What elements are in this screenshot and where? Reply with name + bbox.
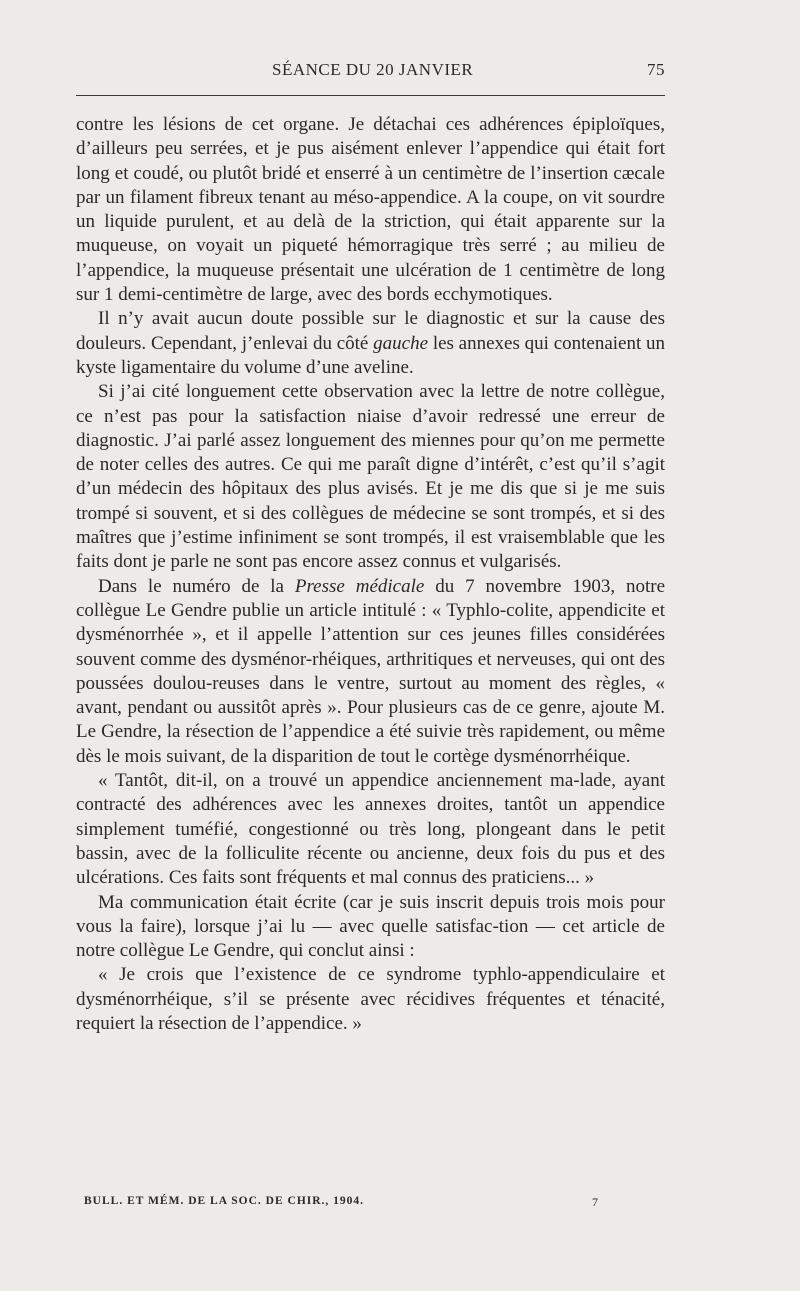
paragraph-2-emphasis: gauche <box>373 332 429 354</box>
paragraph-6: Ma communication était écrite (car je suis inscrit depuis trois mois pour vous la faire), lorsque j’ai lu — avec quelle satisfac-tion — cet article de notre collègue Le Gendre, qui conclut ainsi : <box>76 891 665 962</box>
paragraph-4 <box>76 575 665 769</box>
footer-citation: BULL. ET MÉM. DE LA SOC. DE CHIR., 1904. <box>84 1195 365 1207</box>
paragraph-3: Si j’ai cité longuement cette observation avec la lettre de notre collègue, ce n’est pas pour la satisfaction niaise d’avoir redressé une erreur de diagnostic. J’ai parlé assez longuement des miennes pour qu’on me permette de noter celles des autres. Ce qui me paraît digne d’intérêt, c’est qu’il s’agit d’un médecin des hôpitaux des plus avisés. Et je me dis que si je me suis trompé si souvent, et si des collègues de médecine se sont trompés, et si des maîtres que j’estime infiniment se sont trompés, il est vraisemblable que les faits dont je parle ne sont pas encore assez connus et vulgarisés. <box>76 381 665 573</box>
paragraph-4-part-a: Dans le numéro de la <box>98 575 284 597</box>
page-number: 75 <box>647 60 665 79</box>
running-head: SÉANCE DU 20 JANVIER <box>272 60 474 79</box>
header-rule <box>76 95 665 96</box>
signature-mark: 7 <box>592 1195 598 1209</box>
paragraph-1: contre les lésions de cet organe. Je détachai ces adhérences épiploïques, d’ailleurs peu serrées, et je pus aisément enlever l’appendice qui était fort long et coudé, ou plutôt bridé et enserré à un centimètre de l’insertion cæcale par un filament fibreux tenant au méso-appendice. A la coupe, on vit sourdre un liquide purulent, et au delà de la striction, qui était apparente sur la muqueuse, on voyait un piqueté hémorragique très serré ; au milieu de l’appendice, la muqueuse présentait une ulcération de 1 centimètre de long sur 1 demi-centimètre de large, avec des bords ecchymotiques. <box>76 114 665 306</box>
paragraph-7: « Je crois que l’existence de ce syndrome typhlo-appendiculaire et dysménorrhéique, s’il se présente avec récidives fréquentes et ténacité, requiert la résection de l’appendice. » <box>76 964 665 1034</box>
paragraph-5: « Tantôt, dit-il, on a trouvé un appendice anciennement ma-lade, ayant contracté des adhérences avec les annexes droites, tantôt un appendice simplement tuméfié, congestionné ou très long, plongeant dans le petit bassin, avec de la folliculite récente ou ancienne, deux fois du pus et des ulcérations. Ces faits sont fréquents et mal connus des praticiens... » <box>76 770 665 889</box>
paragraph-4-part-b: du 7 novembre 1903, notre collègue Le Gendre publie un article intitulé : « Typhlo-colite, appendicite et dysménorrhée », et il appelle l’attention sur ces jeunes filles considérées souvent comme des dysménor-rhéiques, arthritiques et nerveuses, qui ont des poussées doulou-reuses dans le ventre, surtout au moment des règles, « avant, pendant ou aussitôt après ». Pour plusieurs cas de ce genre, ajoute M. Le Gendre, la résection de l’appendice a été suivie très rapidement, ou même dès le mois suivant, de la disparition de tout le cortège dysménorrhéique. <box>76 575 666 767</box>
body-text <box>76 113 665 1036</box>
paragraph-2 <box>76 307 665 380</box>
paragraph-2-part-a: Il n’y avait aucun doute possible sur le diagnostic et sur la cause des douleurs. Cependant, j’enlevai du côté <box>76 308 665 354</box>
paragraph-4-emphasis: Presse médicale <box>294 575 425 597</box>
paragraph-2-part-b: les annexes qui contenaient un kyste ligamentaire du volume d’une aveline. <box>76 332 666 378</box>
page-header <box>76 56 665 86</box>
